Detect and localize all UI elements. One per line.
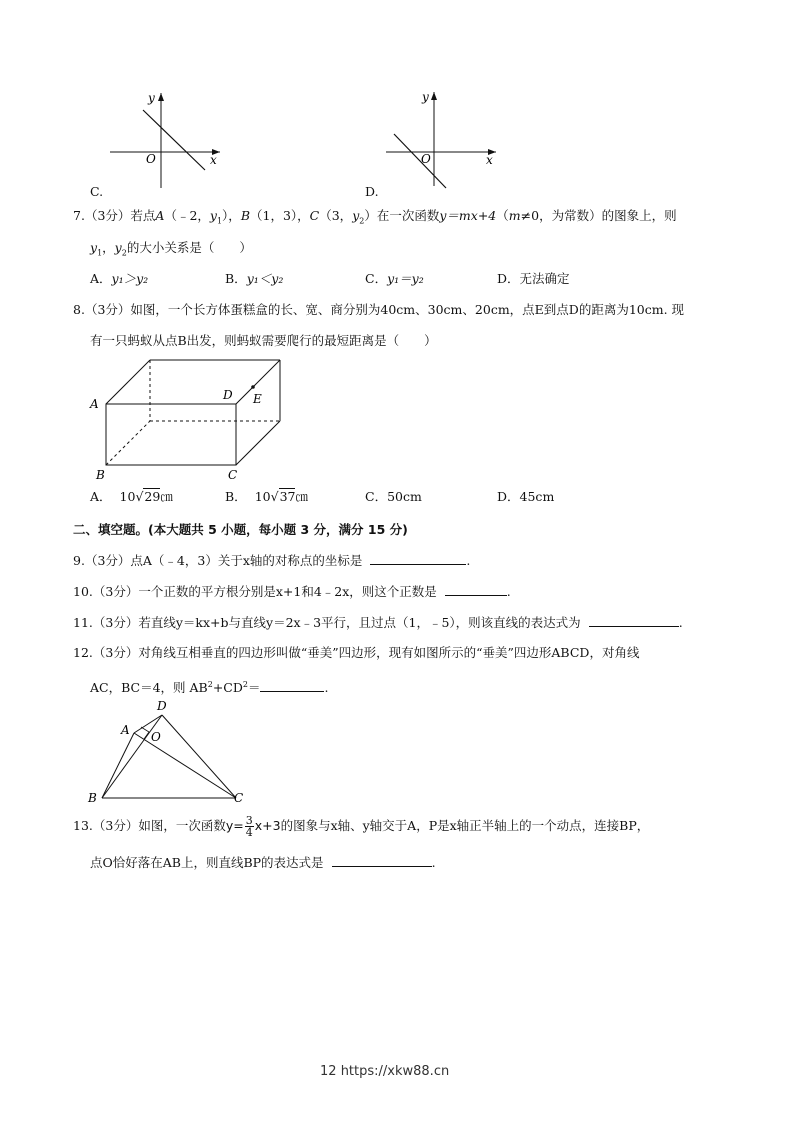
radical-icon: √ (270, 489, 279, 504)
quad-label-c: C (234, 791, 244, 805)
q7-function: y＝mx+4 (439, 208, 497, 223)
q8-score: （3分） (84, 302, 131, 317)
q7-l2-y1-sub: 1 (97, 248, 103, 258)
graph-c-option-label: C. (90, 184, 104, 199)
q7-option-b-letter: B． (225, 271, 247, 286)
q13-func-prefix: y= (225, 818, 244, 833)
q12-number: 12. (73, 645, 93, 660)
footer-url[interactable]: https://xkw88.cn (340, 1064, 450, 1079)
q7-point-b: B (240, 208, 250, 223)
q7-option-d-letter: D． (497, 271, 520, 286)
q7-score: （3分） (84, 208, 131, 223)
q7-option-c-letter: C． (365, 271, 388, 286)
graph-d-y-label: y (422, 90, 429, 104)
q12-text-line1: 对角线互相垂直的四边形叫做“垂美”四边形，现有如图所示的“垂美”四边形ABCD，对角线 (138, 645, 640, 660)
cuboid-label-b: B (96, 468, 105, 482)
q8-option-b-coef: 10 (254, 489, 271, 504)
q10-score: （3分） (92, 584, 139, 599)
q11-text: 若直线y＝kx+b与直线y＝2x﹣3平行，且过点（1，﹣5），则该直线的表达式为 (138, 615, 581, 630)
q7-option-c[interactable] (365, 271, 424, 287)
question-11 (73, 614, 683, 631)
graph-option-c (88, 88, 228, 198)
q7-l2-y2: y (114, 240, 122, 255)
cuboid-label-c: C (228, 468, 238, 482)
question-13-line2 (90, 854, 436, 871)
q12-sup1: 2 (207, 680, 213, 689)
q7-y2: y (352, 208, 360, 223)
q7-number: 7. (73, 208, 85, 223)
q7-y2-sub: 2 (359, 216, 365, 226)
q8-option-b-radicand: 37 (279, 489, 296, 504)
q8-option-b[interactable] (225, 489, 308, 505)
q13-end: . (431, 855, 436, 870)
question-9 (73, 552, 470, 569)
q7-text-c: （﹣2， (164, 208, 210, 223)
q13-number: 13. (73, 818, 93, 833)
q8-option-c-text: 50cm (387, 489, 422, 504)
question-8-line2: 有一只蚂蚁从点B出发，则蚂蚁需要爬行的最短距离是（ ） (90, 333, 437, 348)
q9-number: 9. (73, 553, 85, 568)
q12-score: （3分） (92, 645, 139, 660)
q7-point-c: C (309, 208, 320, 223)
page-number: 12 (320, 1064, 337, 1079)
q7-text-g: （1，3）， (250, 208, 310, 223)
q12-text-a: AC，BC＝4，则 AB (90, 680, 208, 696)
q11-score: （3分） (92, 615, 139, 630)
graph-d-option-label: D. (365, 184, 379, 199)
q13-text-b: 的图象与x轴、y轴交于A，P是x轴正半轴上的一个动点，连接BP， (280, 818, 650, 833)
q7-text-e: ）， (222, 208, 241, 223)
q13-frac-num: 3 (245, 814, 253, 827)
q7-option-a-text: y₁＞y₂ (111, 271, 149, 286)
q12-text-c: ＝ (247, 680, 261, 696)
q10-text: 一个正数的平方根分别是x+1和4﹣2x，则这个正数是 (138, 584, 437, 599)
q13-text-line2: 点O恰好落在AB上，则直线BP的表达式是 (90, 855, 324, 870)
q9-end: . (466, 553, 471, 568)
graph-d-origin-label: O (421, 152, 431, 166)
graph-c-figure (88, 88, 228, 198)
q8-cuboid-figure (86, 355, 296, 485)
question-7-line2 (90, 240, 252, 262)
q7-y1: y (209, 208, 217, 223)
q7-l2-text: 的大小关系是（ ） (126, 240, 252, 255)
q7-y1-sub: 1 (216, 216, 223, 226)
q8-option-b-letter: B． (225, 489, 247, 504)
question-7-line1 (73, 208, 677, 230)
q7-option-d-text: 无法确定 (519, 271, 570, 286)
graph-d-figure (374, 86, 514, 196)
q7-text-m: （ (496, 208, 509, 223)
q12-end: . (324, 680, 329, 696)
q7-text-o: ≠0，为常数）的图象上，则 (520, 208, 677, 223)
q8-option-c[interactable] (365, 489, 422, 505)
q9-text: 点A（﹣4，3）关于x轴的对称点的坐标是 (130, 553, 363, 568)
q8-text-line1: 如图，一个长方体蛋糕盒的长、宽、商分别为40cm、30cm、20cm，点E到点D的距离为10cm. 现 (130, 302, 685, 317)
q11-number: 11. (73, 615, 93, 630)
q8-option-a-coef: 10 (119, 489, 136, 504)
q7-option-b[interactable] (225, 271, 283, 287)
q10-end: . (506, 584, 511, 599)
q13-answer-blank[interactable] (332, 854, 432, 867)
q13-text-a: 如图，一次函数 (138, 818, 226, 833)
graph-d-x-label: x (486, 153, 493, 167)
q7-l2-y1: y (90, 240, 98, 255)
q12-answer-blank[interactable] (260, 679, 324, 692)
quad-label-d: D (157, 699, 167, 713)
q7-l2-y2-sub: 2 (121, 248, 127, 258)
q7-option-d[interactable] (497, 271, 570, 287)
graph-option-d (374, 86, 514, 196)
graph-c-y-label: y (148, 91, 155, 105)
q13-score: （3分） (92, 818, 139, 833)
q10-answer-blank[interactable] (445, 583, 507, 596)
question-8-line1 (73, 302, 684, 318)
q8-option-b-unit: ㎝ (295, 489, 308, 504)
quadrilateral-diagram (84, 696, 254, 808)
graph-c-origin-label: O (146, 152, 156, 166)
q8-option-a-unit: ㎝ (160, 489, 173, 504)
q13-frac-den: 4 (245, 826, 253, 839)
q8-option-d-text: 45cm (519, 489, 555, 504)
q7-text: 若点 (130, 208, 156, 223)
q12-quadrilateral-figure (84, 696, 254, 808)
radical-icon: √ (135, 489, 144, 504)
q8-option-a[interactable] (90, 489, 173, 505)
cuboid-label-d: D (223, 388, 233, 402)
q13-fraction (245, 815, 254, 838)
cuboid-diagram (86, 355, 296, 485)
q8-option-d[interactable] (497, 489, 554, 505)
q12-text-b: +CD (212, 680, 243, 696)
q9-score: （3分） (84, 553, 131, 568)
q7-m: m (508, 208, 521, 223)
cuboid-label-a: A (90, 397, 99, 411)
q8-number: 8. (73, 302, 85, 317)
q7-option-a[interactable] (90, 271, 148, 287)
q8-option-a-radicand: 29 (144, 489, 161, 504)
page-footer (320, 1064, 449, 1079)
q12-sup2: 2 (242, 680, 248, 689)
q11-end: . (678, 615, 683, 630)
question-12-line1 (73, 645, 639, 661)
cuboid-label-e: E (253, 392, 262, 406)
quad-label-b: B (88, 791, 97, 805)
question-12-line2 (90, 677, 328, 696)
question-10 (73, 583, 511, 600)
section-title: 二、填空题。(本大题共 5 小题，每小题 3 分，满分 15 分) (73, 522, 408, 537)
q7-point-a: A (155, 208, 165, 223)
quad-label-a: A (121, 723, 130, 737)
graph-c-x-label: x (210, 153, 217, 167)
q7-text-k: ）在一次函数 (364, 208, 440, 223)
q7-option-a-letter: A． (90, 271, 112, 286)
q11-answer-blank[interactable] (589, 614, 679, 627)
q7-text-i: （3， (319, 208, 353, 223)
q7-option-c-text: y₁＝y₂ (387, 271, 424, 286)
q8-option-c-letter: C． (365, 489, 388, 504)
q8-option-d-letter: D． (497, 489, 520, 504)
q7-option-b-text: y₁＜y₂ (246, 271, 284, 286)
q13-func-suffix: x+3 (254, 818, 281, 833)
question-13-line1 (73, 814, 649, 838)
q9-answer-blank[interactable] (370, 552, 466, 565)
q10-number: 10. (73, 584, 93, 599)
quad-label-o: O (151, 730, 161, 744)
q7-l2-comma: ， (102, 240, 115, 255)
q8-option-a-letter: A． (90, 489, 112, 504)
